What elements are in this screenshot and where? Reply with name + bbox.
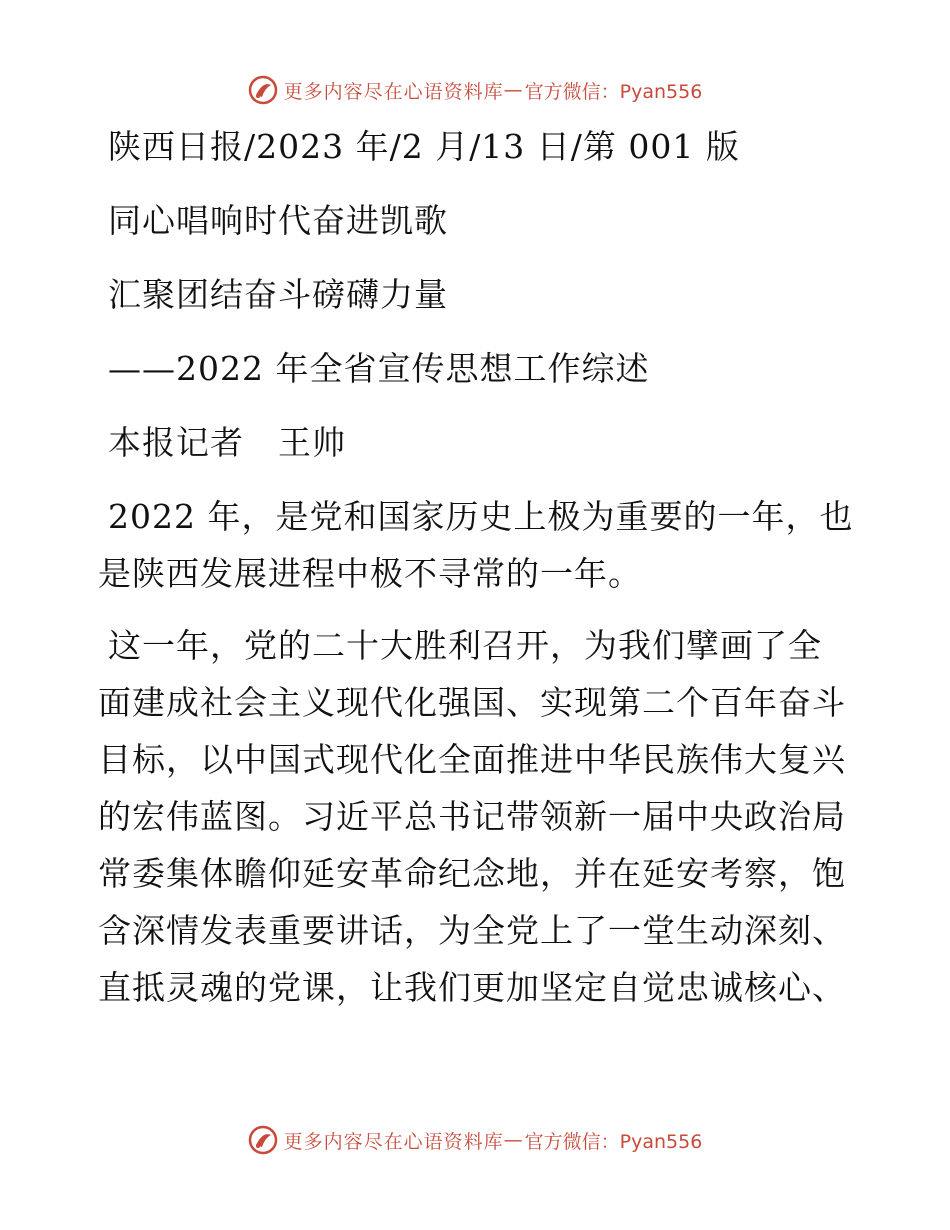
paragraph-line: 含深情发表重要讲话，为全党上了一堂生动深刻、 bbox=[98, 911, 846, 950]
headline-line-2: 汇聚团结奋斗磅礴力量 bbox=[108, 275, 448, 314]
paragraph-1 bbox=[98, 492, 858, 598]
paragraph-2 bbox=[98, 621, 858, 1012]
subheadline: ——2022 年全省宣传思想工作综述 bbox=[108, 349, 650, 388]
footer-watermark-banner bbox=[0, 1120, 950, 1160]
paragraph-line: 常委集体瞻仰延安革命纪念地，并在延安考察，饱 bbox=[98, 854, 846, 893]
banner-text: 更多内容尽在心语资料库 bbox=[283, 1130, 504, 1153]
banner-separator: — bbox=[503, 1129, 523, 1151]
banner-text: 更多内容尽在心语资料库 bbox=[283, 80, 504, 103]
paragraph-line: 这一年，党的二十大胜利召开，为我们擘画了全 bbox=[108, 626, 822, 665]
paragraph-line: 是陕西发展进程中极不寻常的一年。 bbox=[98, 554, 642, 593]
paragraph-line: 目标，以中国式现代化全面推进中华民族伟大复兴 bbox=[98, 740, 846, 779]
paragraph-line: 面建成社会主义现代化强国、实现第二个百年奋斗 bbox=[98, 683, 846, 722]
paragraph-line: 直抵灵魂的党课，让我们更加坚定自觉忠诚核心、 bbox=[98, 968, 846, 1007]
dateline: 陕西日报/2023 年/2 月/13 日/第 001 版 bbox=[108, 127, 740, 166]
headline-line-1: 同心唱响时代奋进凯歌 bbox=[108, 201, 448, 240]
byline: 本报记者 王帅 bbox=[108, 423, 346, 462]
brand-logo-icon bbox=[248, 75, 278, 105]
banner-wechat: 官方微信：Pyan556 bbox=[524, 80, 703, 103]
paragraph-line: 的宏伟蓝图。习近平总书记带领新一届中央政治局 bbox=[98, 797, 846, 836]
banner-wechat: 官方微信：Pyan556 bbox=[524, 1130, 703, 1153]
brand-logo-icon bbox=[248, 1125, 278, 1155]
header-watermark-banner bbox=[0, 70, 950, 110]
paragraph-line: 2022 年，是党和国家历史上极为重要的一年，也 bbox=[108, 497, 854, 536]
article-body bbox=[98, 122, 858, 1012]
banner-separator: — bbox=[503, 79, 523, 101]
